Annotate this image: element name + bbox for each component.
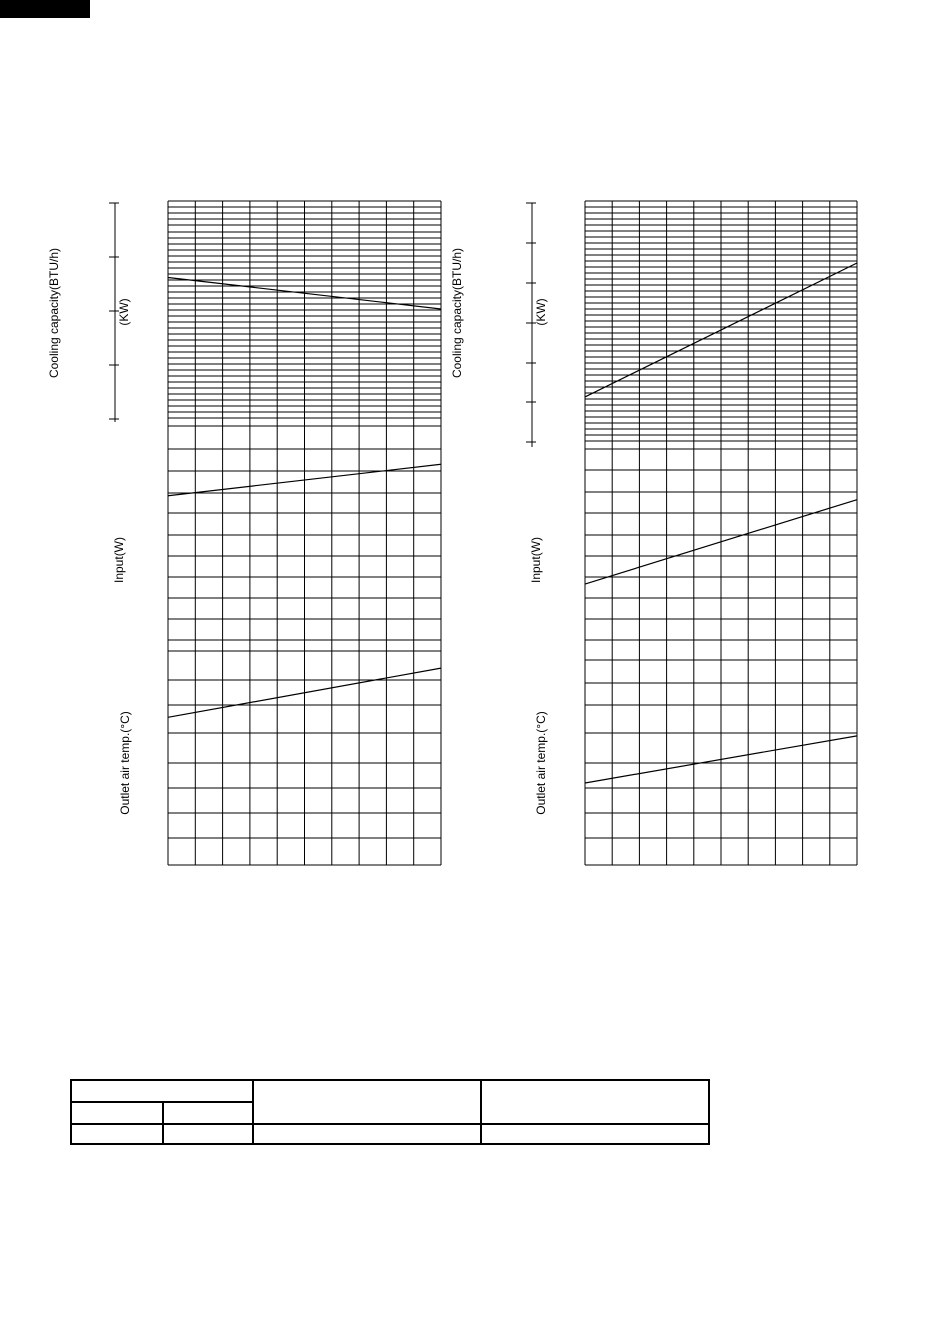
spec-table xyxy=(70,1079,710,1145)
chart-right xyxy=(450,201,857,865)
chart-left xyxy=(47,201,441,865)
cooling-capacity-btu-label: Cooling capacity(BTU/h) xyxy=(450,247,465,379)
spec-header-left xyxy=(71,1080,253,1102)
outlet-air-temp-label: Outlet air temp.(°C) xyxy=(118,711,133,815)
input-label: Input(W) xyxy=(529,536,544,584)
spec-header-mid xyxy=(253,1080,481,1124)
input-label: Input(W) xyxy=(112,536,127,584)
spec-sub-b xyxy=(163,1102,253,1124)
outlet-air-temp-label: Outlet air temp.(°C) xyxy=(534,711,549,815)
spec-cell xyxy=(163,1124,253,1144)
spec-header-right xyxy=(481,1080,709,1124)
spec-cell xyxy=(481,1124,709,1144)
spec-cell xyxy=(253,1124,481,1144)
cooling-capacity-kw-label: (KW) xyxy=(534,298,549,326)
spec-sub-a xyxy=(71,1102,163,1124)
cooling-capacity-kw-label: (KW) xyxy=(117,298,132,326)
cooling-capacity-btu-label: Cooling capacity(BTU/h) xyxy=(47,247,62,379)
spec-cell xyxy=(71,1124,163,1144)
